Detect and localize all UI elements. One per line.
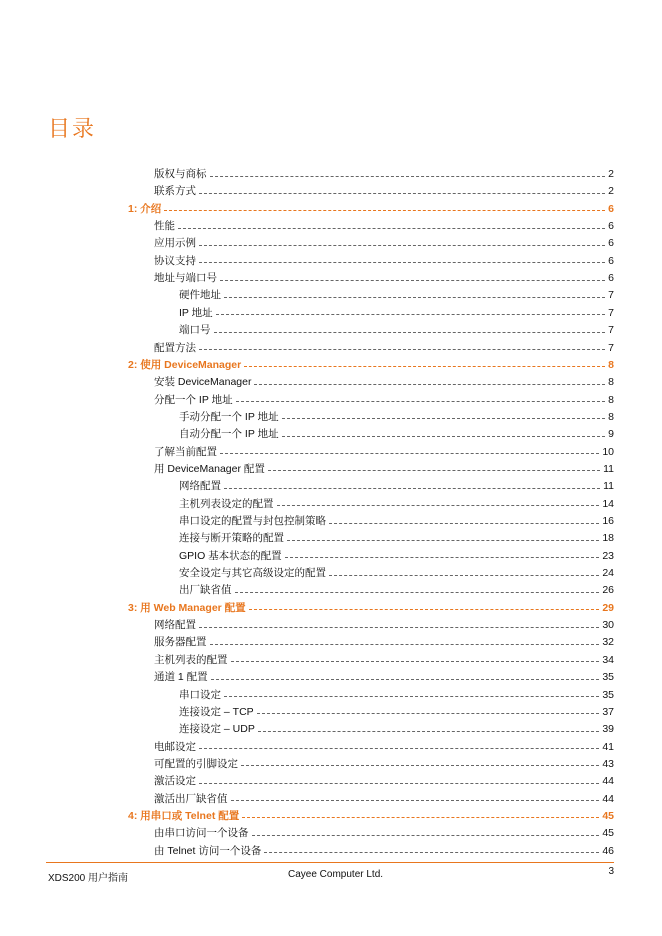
toc-entry[interactable] [179, 687, 614, 704]
toc-entry-label: 由 Telnet 访问一个设备 [154, 844, 262, 857]
toc-dot-leader [224, 487, 600, 489]
toc-dot-leader [242, 816, 599, 818]
toc-entry-label: 串口设定 [179, 688, 221, 701]
toc-entry-label: 3: 用 Web Manager 配置 [128, 601, 246, 614]
toc-entry-label: 激活设定 [154, 775, 196, 788]
toc-page-number: 23 [602, 549, 614, 562]
toc-dot-leader [199, 626, 599, 628]
toc-entry[interactable] [154, 392, 614, 409]
toc-entry-label: 电邮设定 [154, 740, 196, 753]
toc-entry[interactable] [154, 235, 614, 252]
toc-page-number: 7 [608, 324, 614, 337]
toc-page-number: 6 [608, 254, 614, 267]
toc-page-number: 32 [602, 636, 614, 649]
toc-page-number: 34 [602, 653, 614, 666]
toc-entry-label: 通道 1 配置 [154, 671, 208, 684]
toc-page-number: 26 [602, 584, 614, 597]
toc-dot-leader [252, 834, 600, 836]
toc-entry[interactable] [154, 825, 614, 842]
toc-page-number: 2 [608, 185, 614, 198]
toc-page-number: 29 [602, 601, 614, 614]
toc-page-number: 43 [602, 757, 614, 770]
toc-dot-leader [178, 227, 605, 229]
toc-entry-label: 2: 使用 DeviceManager [128, 358, 242, 371]
toc-entry-label: 连接与断开策略的配置 [179, 532, 284, 545]
toc-entry-label: 1: 介绍 [128, 202, 162, 215]
toc-entry[interactable] [179, 478, 614, 495]
toc-entry[interactable] [154, 166, 614, 183]
toc-dot-leader [264, 851, 599, 853]
toc-entry[interactable] [154, 756, 614, 773]
toc-entry[interactable] [179, 513, 614, 530]
toc-entry[interactable] [179, 548, 614, 565]
toc-page-number: 7 [608, 341, 614, 354]
toc-entry[interactable] [154, 374, 614, 391]
toc-page-number: 46 [602, 844, 614, 857]
toc-dot-leader [224, 296, 605, 298]
footer-page-number: 3 [608, 866, 614, 877]
toc-entry-label: 了解当前配置 [154, 445, 217, 458]
toc-dot-leader [216, 313, 606, 315]
toc-entry-label: 由串口访问一个设备 [154, 827, 249, 840]
toc-page-number: 24 [602, 567, 614, 580]
toc-entry[interactable] [179, 287, 614, 304]
toc-entry[interactable] [179, 721, 614, 738]
toc-dot-leader [199, 192, 605, 194]
toc-entry[interactable] [154, 270, 614, 287]
toc-page-number: 9 [608, 428, 614, 441]
toc-entry[interactable] [179, 582, 614, 599]
toc-entry-label: 配置方法 [154, 341, 196, 354]
toc-entry-label: 主机列表的配置 [154, 653, 228, 666]
toc-entry-label: 网络配置 [179, 480, 221, 493]
toc-page-number: 44 [602, 775, 614, 788]
toc-dot-leader [199, 782, 599, 784]
toc-dot-leader [199, 747, 599, 749]
toc-dot-leader [220, 279, 605, 281]
page-title: 目录 [48, 117, 97, 142]
toc-entry[interactable] [179, 305, 614, 322]
toc-page-number: 35 [602, 671, 614, 684]
toc-dot-leader [287, 539, 599, 541]
toc-chapter-entry[interactable] [128, 201, 614, 218]
toc-dot-leader [199, 261, 605, 263]
toc-page-number: 2 [608, 168, 614, 180]
toc-page-number: 11 [603, 480, 614, 493]
toc-entry-label: 端口号 [179, 324, 211, 337]
toc-page-number: 18 [602, 532, 614, 545]
toc-page-number: 6 [608, 272, 614, 285]
toc-entry-label: 应用示例 [154, 237, 196, 250]
toc-page-number: 11 [603, 462, 614, 475]
toc-dot-leader [236, 400, 606, 402]
toc-dot-leader [214, 331, 606, 333]
toc-dot-leader [199, 348, 605, 350]
toc-page-number: 39 [602, 723, 614, 736]
toc-entry-label: 连接设定 – UDP [179, 723, 255, 736]
toc-page-number: 8 [608, 358, 614, 371]
toc-entry[interactable] [154, 739, 614, 756]
toc-dot-leader [210, 175, 606, 177]
footer-company: Cayee Computer Ltd. [288, 869, 384, 880]
toc-entry-label: 协议支持 [154, 254, 196, 267]
toc-entry[interactable] [179, 322, 614, 339]
toc-entry[interactable] [154, 843, 614, 860]
toc-dot-leader [211, 678, 600, 680]
toc-chapter-entry[interactable] [128, 808, 614, 825]
toc-entry[interactable] [154, 183, 614, 200]
toc-entry-label: 激活出厂缺省值 [154, 792, 228, 805]
toc-page-number: 7 [608, 306, 614, 319]
toc-page-number: 6 [608, 202, 614, 215]
toc-entry[interactable] [179, 409, 614, 426]
toc-entry-label: 主机列表设定的配置 [179, 497, 274, 510]
toc-entry-label: 安全设定与其它高级设定的配置 [179, 567, 326, 580]
toc-entry-label: 串口设定的配置与封包控制策略 [179, 515, 326, 527]
toc-entry-label: GPIO 基本状态的配置 [179, 549, 282, 562]
toc-page-number: 41 [602, 740, 614, 753]
toc-dot-leader [231, 660, 600, 662]
toc-dot-leader [210, 643, 600, 645]
toc-page-number: 14 [602, 497, 614, 510]
toc-page-number: 35 [602, 688, 614, 701]
toc-dot-leader [329, 522, 599, 524]
toc-chapter-entry[interactable] [128, 357, 614, 374]
toc-entry[interactable] [179, 530, 614, 547]
toc-entry[interactable] [154, 340, 614, 357]
toc-entry-label: 硬件地址 [179, 289, 221, 302]
toc-page-number: 6 [608, 237, 614, 250]
toc-dot-leader [282, 417, 606, 419]
toc-entry-label: 安装 DeviceManager [154, 376, 252, 389]
toc-dot-leader [282, 435, 606, 437]
toc-entry-label: 可配置的引脚设定 [154, 757, 238, 770]
toc-entry[interactable] [154, 444, 614, 461]
toc-page-number: 30 [602, 619, 614, 632]
toc-dot-leader [231, 799, 600, 801]
toc-page-number: 44 [602, 792, 614, 805]
toc-dot-leader [249, 608, 600, 610]
toc-page-number: 8 [608, 376, 614, 389]
toc-entry-label: 联系方式 [154, 185, 196, 198]
toc-dot-leader [285, 556, 600, 558]
toc-entry[interactable] [179, 496, 614, 513]
toc-entry-label: 版权与商标 [154, 168, 207, 180]
toc-dot-leader [224, 695, 599, 697]
footer-document-name: XDS200 用户指南 [48, 873, 129, 884]
toc-entry-label: 自动分配一个 IP 地址 [179, 428, 279, 441]
toc-dot-leader [258, 730, 599, 732]
toc-dot-leader [254, 383, 605, 385]
toc-entry[interactable] [154, 773, 614, 790]
toc-entry-label: 网络配置 [154, 619, 196, 632]
toc-entry[interactable] [154, 669, 614, 686]
toc-dot-leader [241, 764, 599, 766]
toc-dot-leader [199, 244, 605, 246]
toc-entry[interactable] [154, 652, 614, 669]
toc-chapter-entry[interactable] [128, 600, 614, 617]
toc-page-number: 10 [602, 445, 614, 458]
toc-page-number: 45 [602, 809, 614, 822]
toc-entry[interactable] [154, 617, 614, 634]
toc-entry-label: 连接设定 – TCP [179, 705, 254, 718]
toc-dot-leader [257, 712, 600, 714]
toc-page-number: 8 [608, 410, 614, 423]
toc-entry[interactable] [154, 634, 614, 651]
toc-entry-label: 地址与端口号 [154, 272, 217, 285]
toc-dot-leader [235, 591, 600, 593]
toc-page-number: 6 [608, 220, 614, 233]
toc-entry-label: 服务器配置 [154, 636, 207, 649]
toc-dot-leader [164, 209, 605, 211]
toc-page-number: 8 [608, 393, 614, 406]
toc-page-number: 37 [602, 705, 614, 718]
toc-entry[interactable] [179, 704, 614, 721]
toc-entry-label: IP 地址 [179, 306, 213, 319]
toc-page-number: 7 [608, 289, 614, 302]
toc-entry[interactable] [154, 791, 614, 808]
toc-dot-leader [329, 574, 599, 576]
toc-page-number: 16 [602, 515, 614, 527]
toc-page-number: 45 [602, 827, 614, 840]
toc-entry[interactable] [154, 461, 614, 478]
toc-entry[interactable] [154, 218, 614, 235]
toc-entry-label: 4: 用串口或 Telnet 配置 [128, 809, 240, 822]
toc-entry[interactable] [179, 426, 614, 443]
toc-entry-label: 用 DeviceManager 配置 [154, 462, 265, 475]
toc-entry-label: 性能 [154, 220, 175, 233]
toc-entry-label: 分配一个 IP 地址 [154, 393, 233, 406]
toc-entry-label: 出厂缺省值 [179, 584, 232, 597]
footer-divider [46, 862, 614, 863]
toc-dot-leader [268, 469, 600, 471]
toc-dot-leader [244, 365, 605, 367]
toc-entry[interactable] [179, 565, 614, 582]
toc-dot-leader [277, 504, 600, 506]
toc-dot-leader [220, 452, 599, 454]
toc-entry-label: 手动分配一个 IP 地址 [179, 410, 279, 423]
toc-entry[interactable] [154, 253, 614, 270]
